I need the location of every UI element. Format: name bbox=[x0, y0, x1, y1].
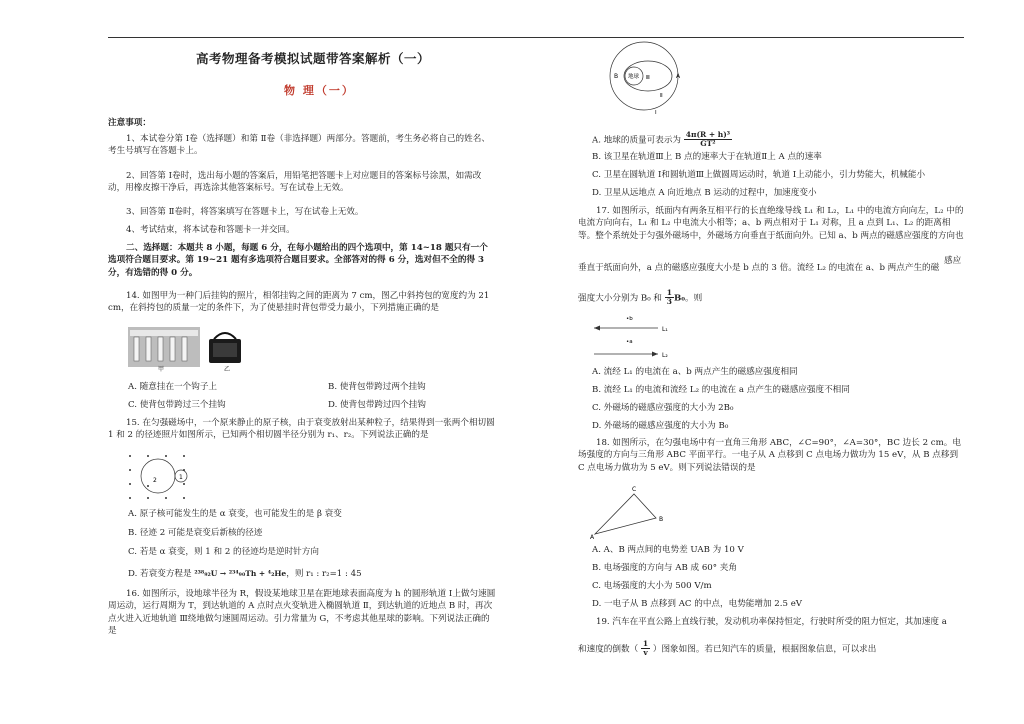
fraction-numerator: 1 bbox=[642, 639, 649, 648]
earth-label: 地球 bbox=[628, 74, 640, 80]
q15-option-d-prefix: D. 若衰变方程是 bbox=[128, 569, 195, 579]
wire-l2-label: L₂ bbox=[662, 352, 668, 359]
q18-option-a: A. A、B 两点间的电势差 UAB 为 10 V bbox=[592, 545, 744, 555]
hook-photo-figure bbox=[128, 327, 200, 367]
q14-option-d: D. 使背包带跨过四个挂钩 bbox=[328, 400, 426, 410]
q17-stem: 17. 如图所示，纸面内有两条互相平行的长直绝缘导线 L₁ 和 L₂，L₁ 中的电流方向向左，L₂ 中的电流方向向右，L₁ 和 L₂ 中电流大小相等；a、b 两点相对于 L₁ 对称，且 a 点到 L₁、L₂ 的距离相等。整个系统处于匀强外磁场中，外磁场方向垂直于纸面向外。已知 a、b 两点的磁感应强度的方向也 bbox=[578, 206, 964, 241]
fraction-denominator: GT² bbox=[700, 139, 716, 149]
q16-option-c: C. 卫星在圆轨道 Ⅰ和圆轨道Ⅲ上做圆周运动时，轨道 Ⅰ上动能小，引力势能大，机械能小 bbox=[592, 170, 926, 180]
q17-line-2-tail: 感应 bbox=[944, 256, 962, 266]
fraction-denominator: v bbox=[643, 648, 648, 658]
fig-label-jia: 甲 bbox=[158, 366, 165, 373]
q16-stem: 16. 如图所示，设地球半径为 R，假设某地球卫星在距地球表面高度为 h 的圆形轨道 Ⅰ上做匀速圆周运动，运行周期为 T，到达轨道的 A 点时点火变轨进入椭圆轨道 Ⅱ，到达轨道的近地点 B 时，再次点火进入近地轨道 Ⅲ绕地做匀速圆周运动。引力常量为 G，不考虑其他星球的影响。下列说法正确的是 bbox=[108, 589, 496, 637]
q15-stem: 15. 在匀强磁场中，一个原来静止的原子核，由于衰变放射出某种粒子，结果得到一张两个相切圆 1 和 2 的径迹照片如图所示，已知两个相切圆半径分别为 r₁、r₂。下列说法正确的是 bbox=[108, 418, 495, 441]
q16-option-d: D. 卫星从远地点 A 向近地点 B 运动的过程中，加速度变小 bbox=[592, 188, 817, 198]
top-rule bbox=[108, 37, 964, 38]
q14-option-b: B. 使背包带跨过两个挂钩 bbox=[328, 382, 426, 392]
q16-option-a bbox=[592, 131, 732, 149]
point-a-label: A bbox=[676, 73, 681, 80]
q17-line-3-prefix: 强度大小分别为 B₀ 和 bbox=[578, 293, 662, 304]
vertex-a-label: A bbox=[590, 534, 595, 540]
q15-option-c: C. 若是 α 衰变，则 1 和 2 的径迹均是逆时针方向 bbox=[128, 547, 319, 557]
q18-option-c: C. 电场强度的大小为 500 V/m bbox=[592, 581, 712, 591]
q14-stem: 14. 如图甲为一种门后挂钩的照片，相邻挂钩之间的距离为 7 cm，图乙中斜挎包的宽度约为 21 cm，在斜挎包的质量一定的条件下，为了使悬挂时背包带受力最小，下列措施正确的是 bbox=[108, 291, 490, 314]
fraction-denominator: 3 bbox=[666, 297, 672, 307]
orbit-ii-label: Ⅱ bbox=[660, 93, 663, 99]
note-2: 2、回答第 Ⅰ卷时，选出每小题的答案后，用铅笔把答题卡上对应题目的答案标号涂黑，如需改动，用橡皮擦干净后，再选涂其他答案标号。写在试卷上无效。 bbox=[108, 171, 482, 194]
q18-option-b: B. 电场强度的方向与 AB 成 60° 夹角 bbox=[592, 563, 737, 573]
tangent-circles-figure bbox=[126, 452, 198, 504]
circle-label-2: 2 bbox=[153, 477, 157, 484]
fraction-numerator: 1 bbox=[666, 288, 672, 297]
q17-option-b: B. 流经 L₁ 的电流和流经 L₂ 的电流在 a 点产生的磁感应强度不相同 bbox=[592, 385, 850, 395]
section-2-instructions: 二、选择题：本题共 8 小题，每题 6 分，在每小题给出的四个选项中，第 14~18 题只有一个选项符合题目要求。第 19~21 题有多选项符合题目要求。全部答对的得 6 分，选对但不全的得 3 分，有选错的得 0 分。 bbox=[108, 243, 488, 278]
note-3: 3、回答第 Ⅱ卷时，将答案填写在答题卡上，写在试卷上无效。 bbox=[126, 207, 364, 217]
q15-option-b: B. 径迹 2 可能是衰变后新核的径迹 bbox=[128, 528, 263, 538]
parallel-wires-figure bbox=[592, 312, 672, 364]
q15-option-d bbox=[128, 568, 362, 580]
orbit-figure bbox=[606, 40, 686, 116]
point-b-label: •b bbox=[626, 316, 633, 322]
q15-option-d-suffix: ，则 r₁ : r₂=1 : 45 bbox=[286, 569, 362, 579]
q17-line-3-suffix: 。则 bbox=[684, 293, 703, 304]
q19-line-2-suffix: ）图象如图。若已知汽车的质量，根据图象信息，可以求出 bbox=[652, 644, 877, 655]
note-1: 1、本试卷分第 Ⅰ卷（选择题）和第 Ⅱ卷（非选择题）两部分。答题前，考生务必将自己的姓名、考生号填写在答题卡上。 bbox=[108, 134, 490, 157]
q19-stem: 19. 汽车在平直公路上直线行驶，发动机功率保持恒定，行驶时所受的阻力恒定，其加速度 a bbox=[596, 617, 947, 627]
bag-photo-figure bbox=[206, 327, 244, 367]
page-subtitle: 物 理（一） bbox=[284, 84, 355, 97]
earth-mass-fraction bbox=[684, 131, 732, 149]
q16-option-b: B. 该卫星在轨道Ⅲ上 B 点的速率大于在轨道Ⅱ上 A 点的速率 bbox=[592, 152, 822, 162]
q18-stem: 18. 如图所示，在匀强电场中有一直角三角形 ABC，∠C=90°，∠A=30°，BC 边长 2 cm。电场强度的方向与三角形 ABC 平面平行。一电子从 A 点移到 C 点电场力做功为 15 eV，从 B 点移到 C 点电场力做功为 5 eV。则下列说法错误的是 bbox=[578, 438, 961, 473]
q16-option-a-prefix: A. 地球的质量可表示为 bbox=[592, 135, 682, 146]
wire-l1-label: L₁ bbox=[662, 326, 668, 333]
reciprocal-velocity-fraction bbox=[641, 640, 650, 658]
point-a-label: •a bbox=[626, 339, 633, 345]
q17-line-2: 垂直于纸面向外，a 点的磁感应强度大小是 b 点的 3 倍。流经 L₂ 的电流在 a、b 两点产生的磁 bbox=[578, 263, 940, 273]
q19-line-2-prefix: 和速度的倒数（ bbox=[578, 644, 639, 655]
q14-option-c: C. 使背包带跨过三个挂钩 bbox=[128, 400, 226, 410]
q15-option-a: A. 原子核可能发生的是 α 衰变，也可能发生的是 β 衰变 bbox=[128, 509, 342, 519]
q17-option-c: C. 外磁场的磁感应强度的大小为 2B₀ bbox=[592, 403, 734, 413]
fraction-numerator: 4π(R + h)³ bbox=[685, 130, 731, 139]
vertex-b-label: B bbox=[659, 516, 664, 523]
q14-option-a: A. 随意挂在一个钩子上 bbox=[128, 382, 218, 392]
fig-label-yi: 乙 bbox=[224, 366, 231, 373]
triangle-figure bbox=[590, 484, 676, 540]
notes-heading: 注意事项： bbox=[108, 118, 151, 128]
q17-option-d: D. 外磁场的磁感应强度的大小为 B₀ bbox=[592, 421, 729, 431]
note-4: 4、考试结束，将本试卷和答题卡一并交回。 bbox=[126, 225, 295, 235]
q17-option-a: A. 流经 L₁ 的电流在 a、b 两点产生的磁感应强度相同 bbox=[592, 367, 798, 377]
orbit-iii-label: Ⅲ bbox=[646, 75, 650, 81]
one-third-fraction bbox=[665, 289, 674, 307]
q19-line-2 bbox=[578, 640, 876, 658]
decay-equation: ²³⁸₉₂U → ²³⁴₉₀Th + ⁴₂He bbox=[194, 569, 287, 578]
q17-line-3-mid: B₀ bbox=[673, 293, 685, 304]
q18-option-d: D. 一电子从 B 点移到 AC 的中点，电势能增加 2.5 eV bbox=[592, 599, 802, 609]
vertex-c-label: C bbox=[632, 486, 637, 493]
page-title: 高考物理备考模拟试题带答案解析（一） bbox=[196, 51, 431, 66]
circle-label-1: 1 bbox=[179, 474, 183, 481]
point-b-label: B bbox=[614, 73, 619, 80]
orbit-i-label: Ⅰ bbox=[655, 110, 657, 116]
q17-line-3 bbox=[578, 289, 702, 307]
